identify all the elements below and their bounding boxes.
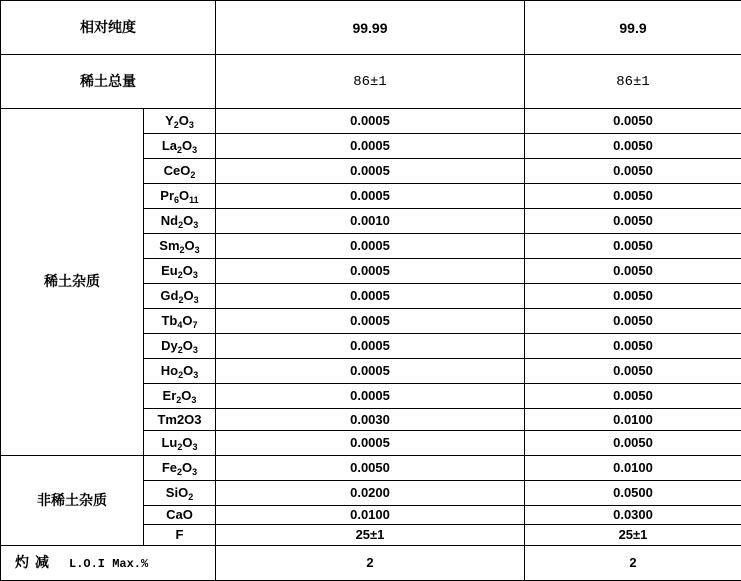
formula-part: O [183,213,193,228]
formula-part: Lu [161,435,177,450]
value-col-2: 0.0050 [525,334,741,359]
formula-subscript: 6 [174,195,179,205]
formula-cell [144,525,216,546]
formula-part: Er [163,388,177,403]
formula-cell [144,506,216,525]
formula-cell [144,259,216,284]
formula-subscript: 2 [190,170,195,180]
formula-subscript: 2 [174,120,179,130]
formula-subscript: 3 [191,395,196,405]
formula-part: O [182,138,192,153]
re-impurities-label: 稀土杂质 [1,109,144,456]
value-col-2: 0.0100 [525,409,741,431]
formula-part: Y [165,113,174,128]
value-col-1: 0.0030 [216,409,525,431]
purity-label: 相对纯度 [1,1,216,55]
value-col-2: 0.0050 [525,159,741,184]
formula [166,486,193,500]
formula-cell [144,234,216,259]
formula-cell [144,109,216,134]
value-col-1: 0.0005 [216,284,525,309]
value-col-2: 25±1 [525,525,741,546]
value-col-2: 0.0050 [525,234,741,259]
formula-cell [144,309,216,334]
formula-subscript: 3 [194,295,199,305]
formula [157,413,201,427]
formula-part: F [176,527,184,542]
formula-cell [144,409,216,431]
formula-subscript: 3 [192,145,197,155]
value-col-1: 0.0005 [216,359,525,384]
total-re-value-1: 86±1 [216,55,525,109]
formula [161,214,199,228]
value-col-1: 0.0005 [216,431,525,456]
formula-cell [144,481,216,506]
value-col-2: 0.0050 [525,184,741,209]
formula-part: CeO [164,163,191,178]
formula [159,239,199,253]
purity-value-1: 99.99 [216,1,525,55]
value-col-1: 0.0100 [216,506,525,525]
formula-cell [144,159,216,184]
value-col-2: 0.0100 [525,456,741,481]
value-col-1: 0.0005 [216,309,525,334]
value-col-2: 0.0500 [525,481,741,506]
formula-part: La [162,138,177,153]
value-col-1: 0.0200 [216,481,525,506]
formula-subscript: 3 [193,270,198,280]
formula-subscript: 2 [177,442,182,452]
formula-cell [144,284,216,309]
value-col-2: 0.0050 [525,384,741,409]
value-col-2: 0.0050 [525,109,741,134]
value-col-2: 0.0050 [525,309,741,334]
formula-subscript: 2 [188,492,193,502]
formula-part: Eu [161,263,178,278]
loi-label-cn: 灼减 [15,555,55,571]
formula-part: O [182,313,192,328]
formula-subscript: 2 [178,270,183,280]
formula-part: Fe [162,460,177,475]
formula-cell [144,359,216,384]
total-re-value-2: 86±1 [525,55,741,109]
value-col-1: 0.0050 [216,456,525,481]
value-col-1: 0.0010 [216,209,525,234]
value-col-2: 0.0300 [525,506,741,525]
value-col-1: 0.0005 [216,234,525,259]
formula-subscript: 2 [178,345,183,355]
formula-subscript: 2 [178,220,183,230]
value-col-1: 25±1 [216,525,525,546]
loi-label-en: L.O.I Max.% [69,557,148,571]
formula-part: O [185,238,195,253]
formula-part: O [183,263,193,278]
value-col-1: 0.0005 [216,184,525,209]
formula-part: O [183,363,193,378]
formula-part: Nd [161,213,178,228]
formula-subscript: 3 [193,345,198,355]
formula-cell [144,384,216,409]
formula-part: O [179,113,189,128]
value-col-2: 0.0050 [525,359,741,384]
total-re-label: 稀土总量 [1,55,216,109]
formula-subscript: 4 [177,320,182,330]
formula-cell [144,134,216,159]
formula [176,528,184,542]
formula [161,339,198,353]
formula [161,264,198,278]
total-re-row [1,55,741,109]
formula-subscript: 2 [177,145,182,155]
formula-subscript: 3 [193,442,198,452]
formula-part: O [182,435,192,450]
value-col-1: 0.0005 [216,109,525,134]
formula-part: Ho [161,363,178,378]
formula-part: O [182,460,192,475]
formula-part: O [183,338,193,353]
formula [161,436,197,450]
value-col-2: 0.0050 [525,259,741,284]
value-col-1: 0.0005 [216,384,525,409]
value-col-2: 0.0050 [525,284,741,309]
loi-value-2: 2 [525,546,741,581]
formula-part: Sm [159,238,179,253]
purity-value-2: 99.9 [525,1,741,55]
purity-row [1,1,741,55]
formula-subscript: 2 [177,467,182,477]
formula-subscript: 2 [178,295,183,305]
formula [166,508,193,522]
value-col-1: 0.0005 [216,159,525,184]
formula-subscript: 7 [193,320,198,330]
formula-subscript: 3 [192,467,197,477]
value-col-2: 0.0050 [525,431,741,456]
formula-part: O [183,288,193,303]
non-re-impurities-label: 非稀土杂质 [1,456,144,546]
formula-subscript: 3 [189,120,194,130]
value-col-1: 0.0005 [216,334,525,359]
formula-subscript: 2 [178,370,183,380]
formula-subscript: 11 [189,195,199,205]
formula [164,164,196,178]
formula-part: Pr [160,188,174,203]
value-col-2: 0.0050 [525,209,741,234]
formula [161,364,199,378]
formula-part: SiO [166,485,188,500]
formula-part: O [181,388,191,403]
formula-part: CaO [166,507,193,522]
value-col-1: 0.0005 [216,259,525,284]
formula [161,314,197,328]
formula-subscript: 3 [193,370,198,380]
formula-part: Dy [161,338,178,353]
formula-part: Gd [160,288,178,303]
formula-cell [144,456,216,481]
formula-cell [144,334,216,359]
formula-cell [144,431,216,456]
formula-cell [144,184,216,209]
formula-part: O [179,188,189,203]
re-impurities-row [1,109,741,134]
formula-subscript: 2 [180,245,185,255]
formula-cell [144,209,216,234]
formula [162,461,197,475]
formula [160,289,198,303]
formula-part: Tm2O3 [157,412,201,427]
loi-row [1,546,741,581]
value-col-2: 0.0050 [525,134,741,159]
formula [162,139,197,153]
formula-part: Tb [161,313,177,328]
formula [165,114,194,128]
loi-value-1: 2 [216,546,525,581]
value-col-1: 0.0005 [216,134,525,159]
non-re-impurities-row [1,456,741,481]
formula-subscript: 3 [193,220,198,230]
loi-label [1,546,216,581]
formula-subscript: 2 [176,395,181,405]
formula-subscript: 3 [195,245,200,255]
formula [160,189,198,203]
formula [163,389,197,403]
